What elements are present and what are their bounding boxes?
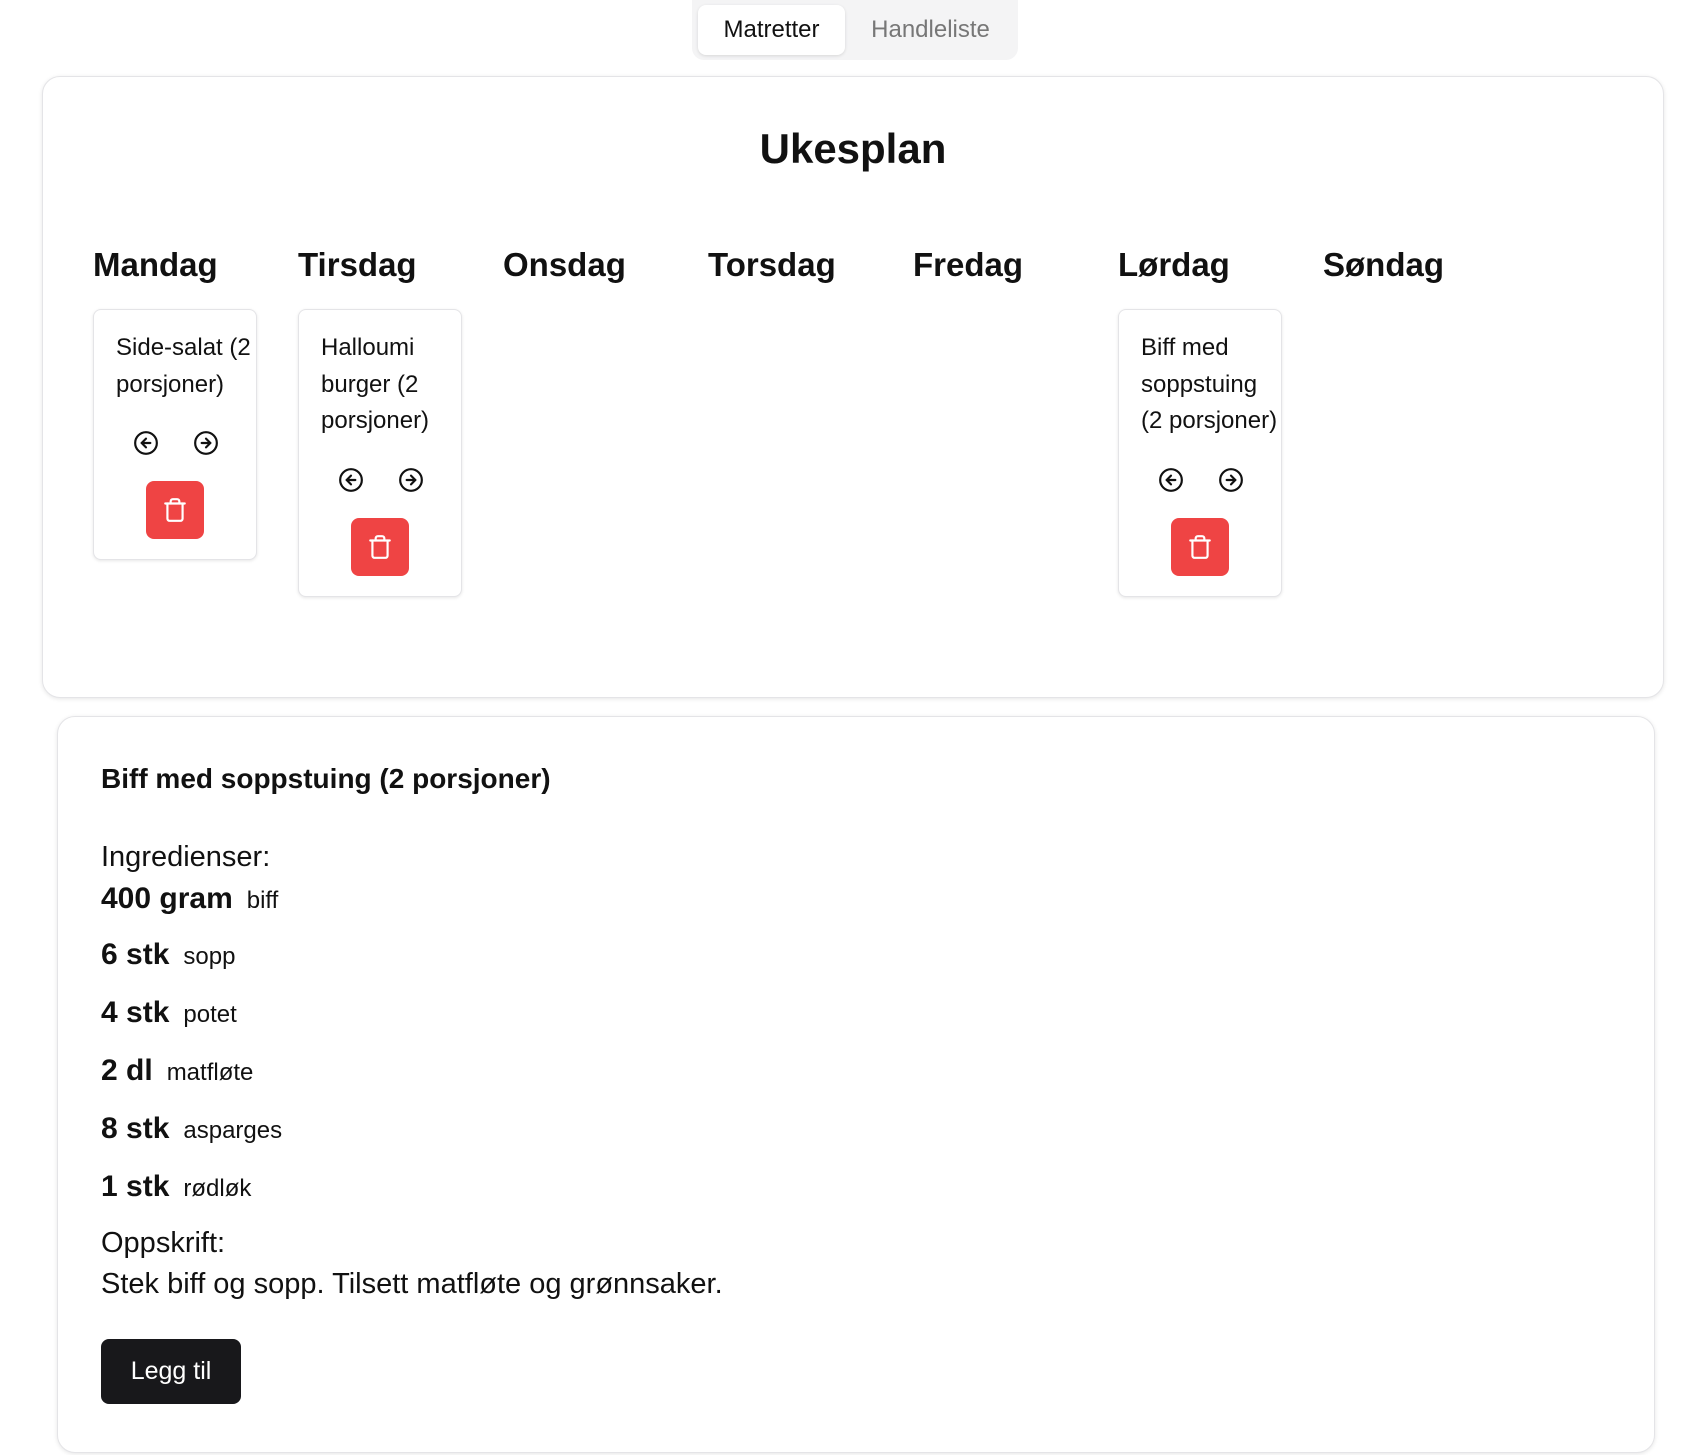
ingredient-name: sopp [183, 943, 236, 970]
ingredient-amount: 2 dl [101, 1054, 153, 1087]
add-button[interactable]: Legg til [101, 1339, 241, 1404]
ingredient-amount: 6 stk [101, 938, 170, 971]
ingredient-name: biff [246, 887, 279, 914]
ingredient-row [101, 877, 1654, 933]
recipe-label: Oppskrift: [101, 1227, 226, 1259]
day-name: Fredag [913, 246, 1024, 283]
ingredient-amount: 8 stk [101, 1112, 170, 1145]
trash-icon [367, 534, 393, 560]
day-name: Tirsdag [298, 246, 417, 283]
delete-button[interactable] [1171, 518, 1229, 576]
ingredient-row [101, 1165, 1654, 1223]
day-column [298, 243, 522, 597]
meal-card [93, 309, 257, 560]
delete-button[interactable] [146, 481, 204, 539]
arrow-right-circle-icon[interactable] [397, 466, 425, 494]
meal-card [298, 309, 462, 597]
arrow-left-circle-icon[interactable] [132, 429, 160, 457]
ingredient-amount: 4 stk [101, 996, 170, 1029]
day-column [1118, 243, 1342, 597]
week-plan-card [42, 76, 1664, 698]
ingredient-name: rødløk [183, 1175, 252, 1202]
delete-button[interactable] [351, 518, 409, 576]
day-column [1323, 243, 1547, 287]
ingredient-amount: 1 stk [101, 1170, 170, 1203]
ingredient-name: potet [183, 1001, 237, 1028]
move-controls [116, 429, 256, 457]
ingredient-amount: 400 gram [101, 882, 233, 915]
arrow-right-circle-icon[interactable] [1217, 466, 1245, 494]
ingredient-row [101, 1107, 1654, 1165]
recipe-title: Biff med soppstuing (2 porsjoner) [101, 763, 551, 794]
ingredient-list [101, 877, 1654, 1223]
meal-name: Side-salat (2 porsjoner) [116, 334, 251, 398]
arrow-left-circle-icon[interactable] [337, 466, 365, 494]
tab-handleliste[interactable]: Handleliste [871, 16, 990, 43]
trash-icon [162, 497, 188, 523]
day-name: Søndag [1323, 246, 1444, 283]
ingredient-row [101, 1049, 1654, 1107]
day-name: Onsdag [503, 246, 626, 283]
day-column [708, 243, 932, 287]
ingredient-name: asparges [183, 1117, 283, 1144]
recipe-text: Stek biff og sopp. Tilsett matfløte og grønnsaker. [101, 1268, 723, 1300]
meal-name: Biff med soppstuing (2 porsjoner) [1141, 334, 1278, 434]
tab-bar [692, 0, 1018, 60]
day-column [93, 243, 317, 560]
day-column [503, 243, 727, 287]
meal-name: Halloumi burger (2 porsjoner) [321, 334, 430, 434]
arrow-right-circle-icon[interactable] [192, 429, 220, 457]
day-name: Torsdag [708, 246, 836, 283]
move-controls [1141, 466, 1281, 494]
ingredient-name: matfløte [166, 1059, 254, 1086]
day-name: Lørdag [1118, 246, 1230, 283]
ingredients-label: Ingredienser: [101, 841, 271, 873]
tab-matretter[interactable]: Matretter [698, 5, 845, 55]
recipe-detail-card [57, 716, 1655, 1453]
day-column [913, 243, 1137, 287]
trash-icon [1187, 534, 1213, 560]
day-name: Mandag [93, 246, 218, 283]
arrow-left-circle-icon[interactable] [1157, 466, 1185, 494]
move-controls [321, 466, 461, 494]
ingredient-row [101, 933, 1654, 991]
week-plan-title: Ukesplan [759, 125, 947, 172]
meal-card [1118, 309, 1282, 597]
ingredient-row [101, 991, 1654, 1049]
